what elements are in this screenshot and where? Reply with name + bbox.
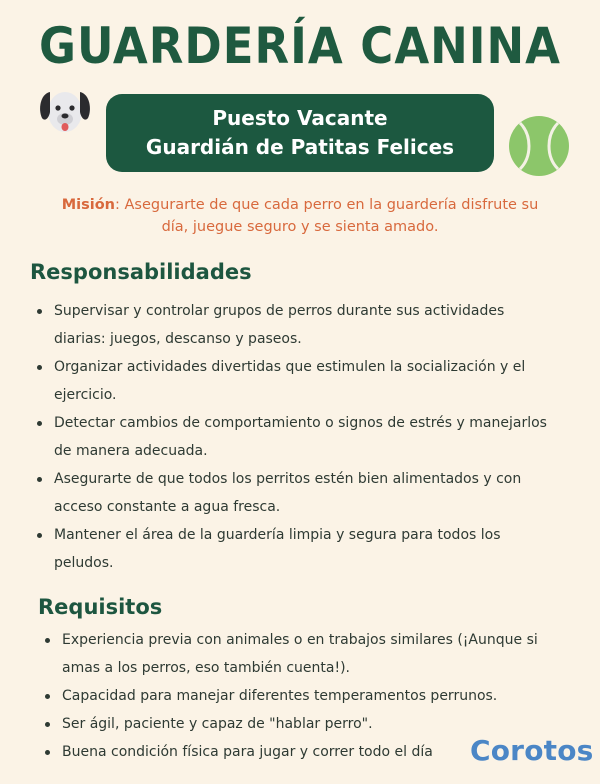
responsibilities-heading: Responsabilidades (30, 260, 252, 284)
requirements-heading: Requisitos (38, 595, 163, 619)
page-title: GUARDERÍA CANINA (39, 17, 561, 75)
list-item: Organizar actividades divertidas que estimulen la socialización y el ejercicio. (34, 353, 554, 409)
corotos-logo: Corotos (470, 734, 594, 767)
dog-face-icon (38, 84, 92, 140)
list-item: Experiencia previa con animales o en trabajos similares (¡Aunque si amas a los perros, eso también cuenta!). (42, 626, 562, 682)
mission-text: : Asegurarte de que cada perro en la guardería disfrute su día, juegue seguro y se sienta amado. (114, 197, 539, 235)
list-item: Mantener el área de la guardería limpia y segura para todos los peludos. (34, 521, 554, 577)
list-item: Ser ágil, paciente y capaz de "hablar perro". (42, 710, 562, 738)
responsibilities-list (34, 297, 554, 577)
list-item: Supervisar y controlar grupos de perros durante sus actividades diarias: juegos, descanso y paseos. (34, 297, 554, 353)
list-item: Capacidad para manejar diferentes temperamentos perrunos. (42, 682, 562, 710)
tennis-ball-icon (508, 115, 570, 177)
list-item: Asegurarte de que todos los perritos estén bien alimentados y con acceso constante a agua fresca. (34, 465, 554, 521)
mission-label: Misión (61, 197, 115, 213)
list-item: Buena condición física para jugar y correr todo el día (42, 738, 562, 766)
mission-statement (60, 194, 540, 238)
banner-subtitle: Puesto Vacante (212, 106, 388, 130)
job-banner (106, 94, 494, 172)
banner-position-title: Guardián de Patitas Felices (145, 135, 455, 159)
list-item: Detectar cambios de comportamiento o signos de estrés y manejarlos de manera adecuada. (34, 409, 554, 465)
